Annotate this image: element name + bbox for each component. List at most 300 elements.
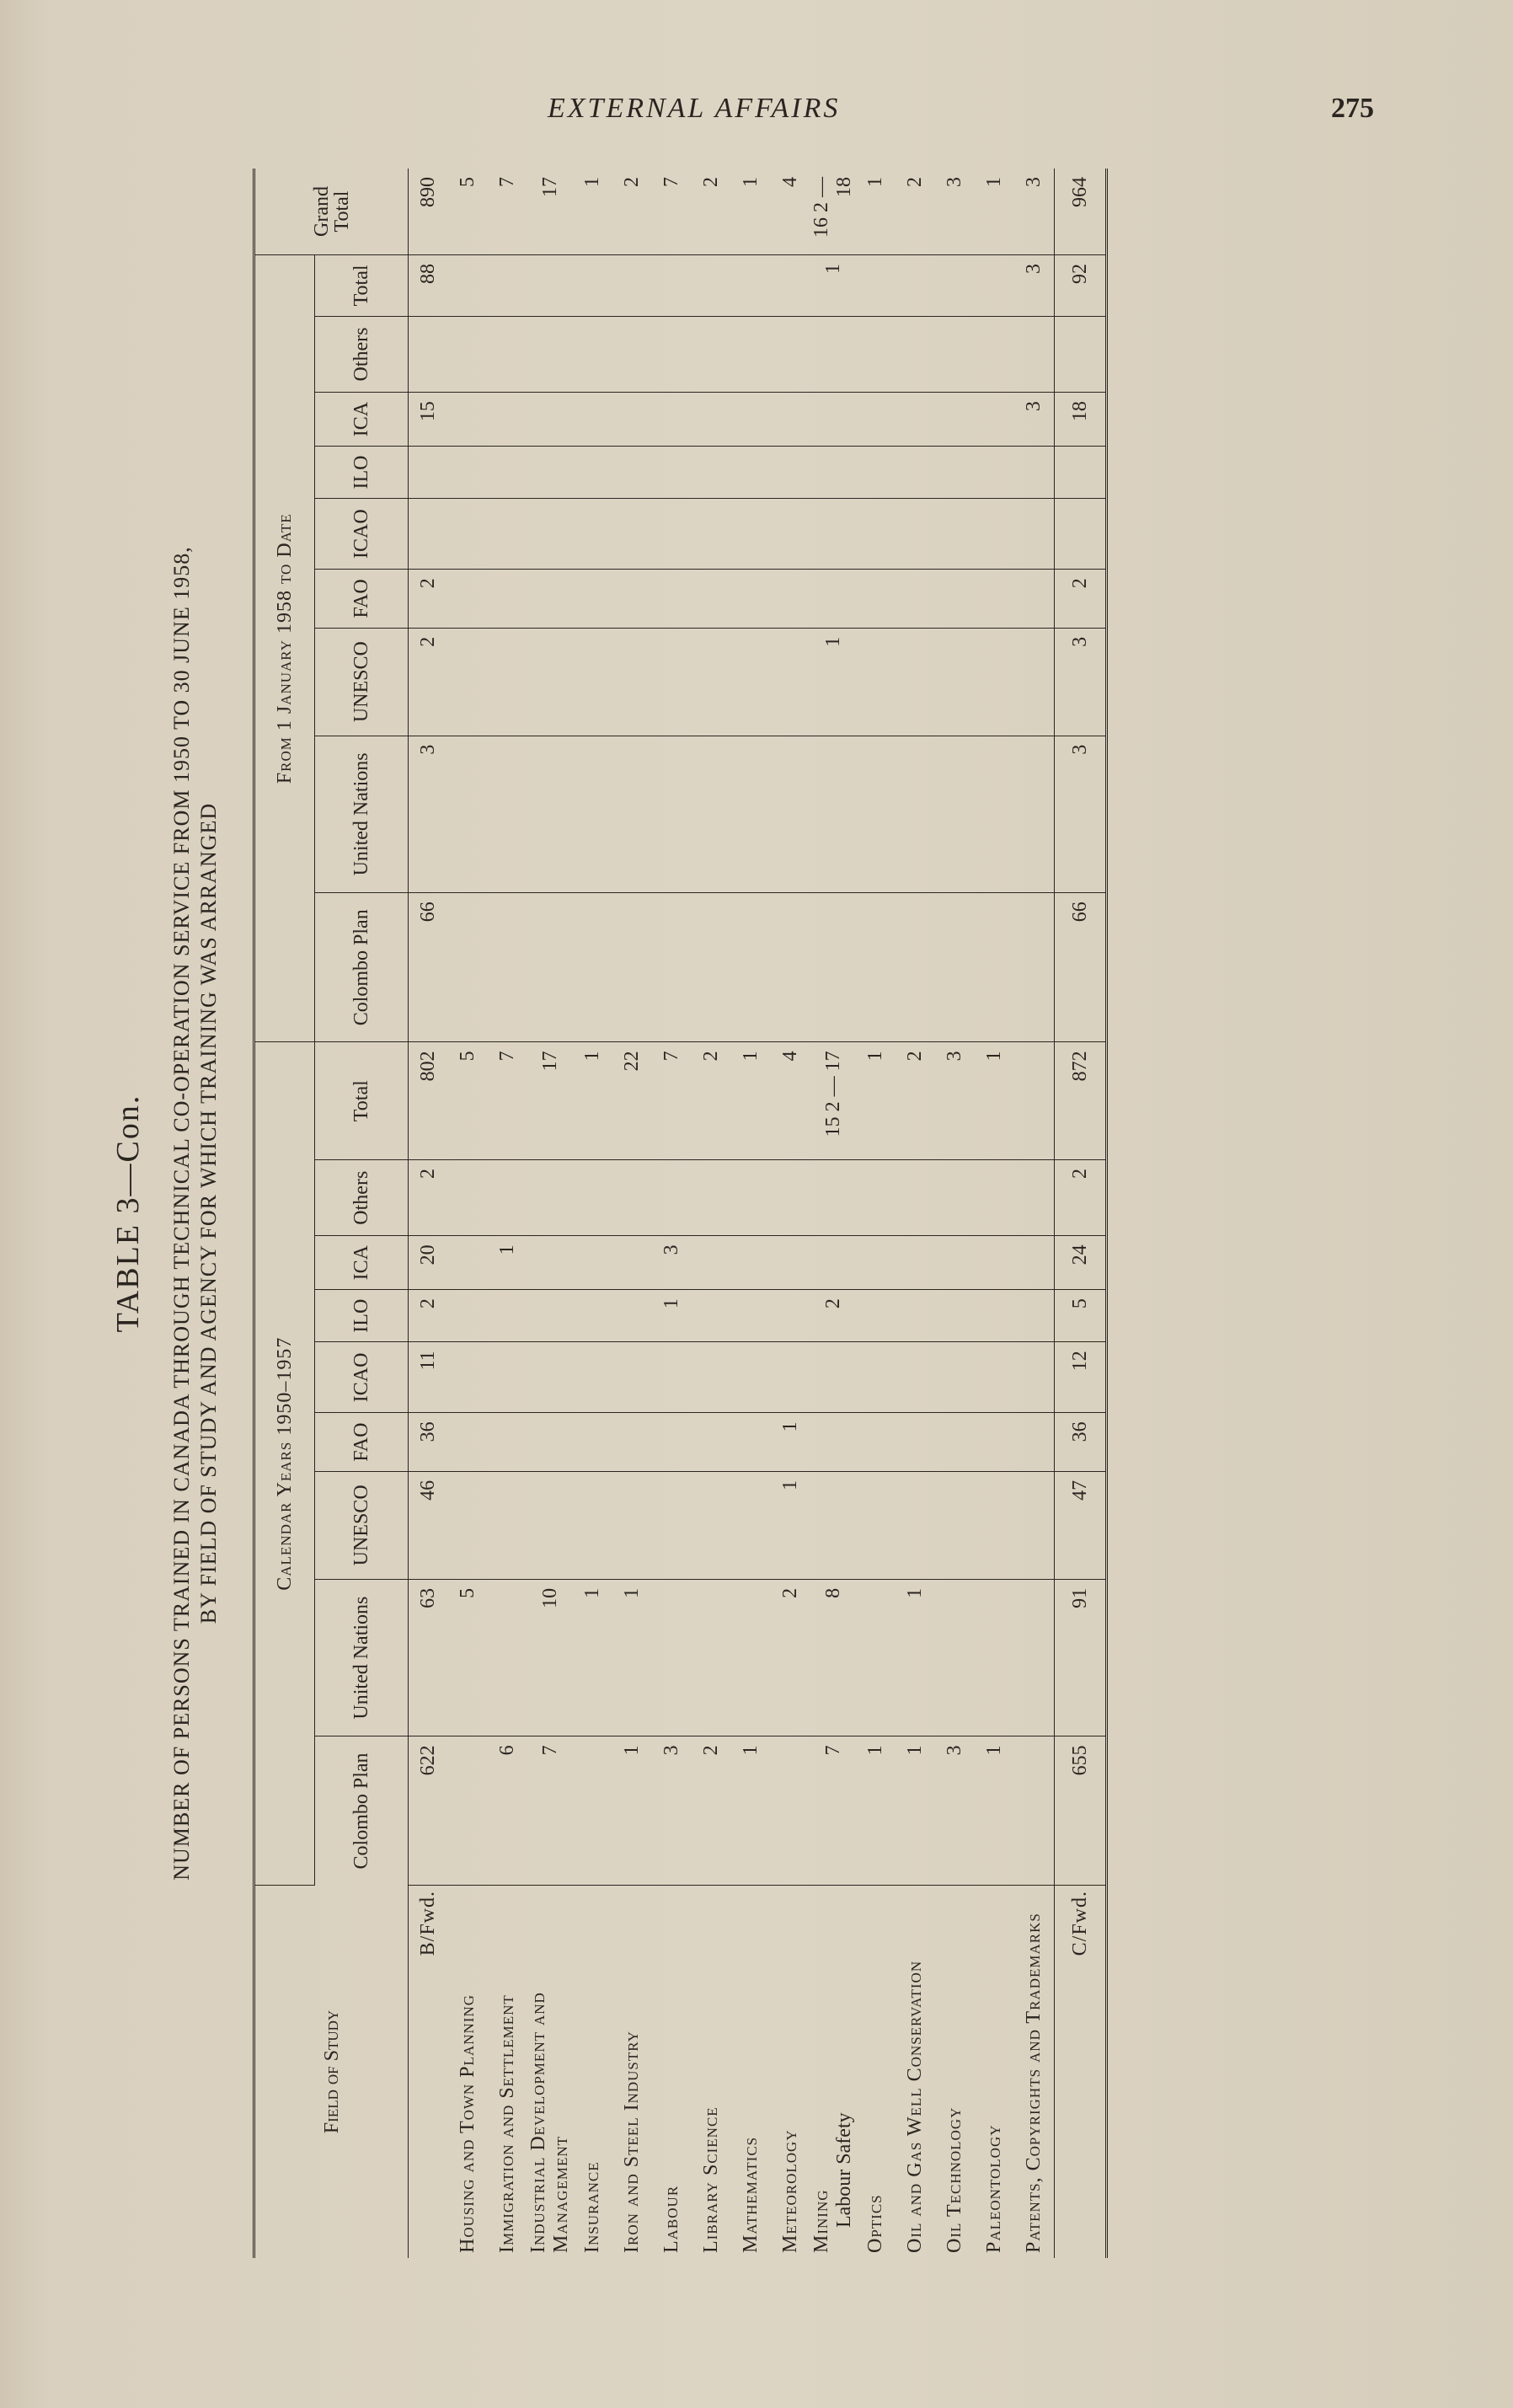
value-cell: [527, 1413, 573, 1472]
field-name: Optics: [864, 2194, 886, 2253]
value-cell: [896, 393, 935, 447]
column-header: Others: [315, 316, 409, 392]
field-cell: [771, 1886, 810, 2259]
value-cell: [488, 570, 527, 629]
grand-total-cell: 7: [652, 169, 692, 255]
value-cell: [409, 446, 449, 498]
value-cell: [856, 1290, 896, 1342]
value-cell: 3: [935, 1042, 975, 1160]
value-cell: [527, 255, 573, 317]
value-cell: [896, 316, 935, 392]
grand-total-cell: 5: [448, 169, 488, 255]
value-cell: [1014, 893, 1055, 1042]
value-cell: 17: [527, 1042, 573, 1160]
table-row: [771, 169, 810, 2258]
value-cell: [488, 893, 527, 1042]
value-cell: [612, 1160, 652, 1236]
field-cell: [448, 1886, 488, 2259]
value-cell: 7: [488, 1042, 527, 1160]
value-cell: [896, 893, 935, 1042]
table-row: [896, 169, 935, 2258]
value-cell: [652, 570, 692, 629]
value-cell: [448, 446, 488, 498]
value-cell: [612, 255, 652, 317]
value-cell: [935, 499, 975, 570]
value-cell: [975, 570, 1014, 629]
field-name: B/Fwd.: [417, 1891, 439, 1956]
grand-total-cell: 1: [975, 169, 1014, 255]
value-cell: [975, 893, 1014, 1042]
value-cell: 2: [1055, 570, 1107, 629]
value-cell: 1: [896, 1736, 935, 1886]
field-name: Paleontology: [983, 2124, 1005, 2253]
value-cell: 655: [1055, 1736, 1107, 1886]
value-cell: [527, 393, 573, 447]
value-cell: [612, 1471, 652, 1579]
value-cell: 1: [488, 1236, 527, 1290]
value-cell: [731, 1342, 771, 1413]
value-cell: [975, 1290, 1014, 1342]
value-cell: [448, 255, 488, 317]
grand-total-cell: 4: [771, 169, 810, 255]
column-header: Total: [315, 255, 409, 317]
value-cell: [731, 893, 771, 1042]
value-cell: 1: [652, 1290, 692, 1342]
table-row: [1014, 169, 1055, 2258]
value-cell: [448, 1290, 488, 1342]
value-cell: [488, 736, 527, 893]
table-row: [612, 169, 652, 2258]
table-row: [975, 169, 1014, 2258]
value-cell: 2: [409, 1290, 449, 1342]
field-cell: [652, 1886, 692, 2259]
value-cell: 5: [448, 1042, 488, 1160]
value-cell: [856, 393, 896, 447]
value-cell: 7: [652, 1042, 692, 1160]
value-cell: 1: [573, 1579, 612, 1736]
value-cell: [771, 446, 810, 498]
value-cell: [731, 1236, 771, 1290]
value-cell: 2: [692, 1042, 731, 1160]
value-cell: [448, 393, 488, 447]
value-cell: [573, 570, 612, 629]
value-cell: [896, 446, 935, 498]
value-cell: [448, 570, 488, 629]
value-cell: 1: [731, 1042, 771, 1160]
running-head: EXTERNAL AFFAIRS: [548, 93, 841, 124]
value-cell: [810, 570, 856, 629]
grand-total-cell: 3: [935, 169, 975, 255]
value-cell: [935, 316, 975, 392]
value-cell: [1014, 446, 1055, 498]
value-cell: [896, 1471, 935, 1579]
value-cell: [573, 1160, 612, 1236]
value-cell: 8: [810, 1579, 856, 1736]
value-cell: [731, 316, 771, 392]
value-cell: [652, 1413, 692, 1472]
value-cell: 1: [856, 1042, 896, 1160]
rotated-table-block: [110, 169, 1356, 2258]
value-cell: [448, 893, 488, 1042]
field-name: Immigration and Settlement: [496, 1994, 518, 2253]
value-cell: [612, 316, 652, 392]
page-number: 275: [1331, 93, 1374, 124]
grand-total-cell: 1: [731, 169, 771, 255]
value-cell: [810, 316, 856, 392]
value-cell: [652, 1160, 692, 1236]
value-cell: [488, 1290, 527, 1342]
value-cell: 3: [409, 736, 449, 893]
grand-total-cell: 1: [573, 169, 612, 255]
value-cell: [810, 1413, 856, 1472]
value-cell: [896, 1160, 935, 1236]
field-name: Iron and Steel Industry: [621, 2031, 643, 2253]
value-cell: 1: [975, 1736, 1014, 1886]
field-name: Housing and Town Planning: [457, 1994, 478, 2253]
value-cell: [1014, 316, 1055, 392]
value-cell: 11: [409, 1342, 449, 1413]
value-cell: [448, 1736, 488, 1886]
column-header: Colombo Plan: [315, 1736, 409, 1886]
value-cell: [652, 316, 692, 392]
column-header: Others: [315, 1160, 409, 1236]
value-cell: [488, 255, 527, 317]
column-header: ICAO: [315, 1342, 409, 1413]
value-cell: [692, 736, 731, 893]
field-cell: [935, 1886, 975, 2259]
field-cell: [731, 1886, 771, 2259]
value-cell: 36: [1055, 1413, 1107, 1472]
value-cell: [612, 736, 652, 893]
value-cell: [771, 1342, 810, 1413]
table-row: [692, 169, 731, 2258]
value-cell: [488, 393, 527, 447]
value-cell: 1: [856, 1736, 896, 1886]
value-cell: [935, 736, 975, 893]
value-cell: [1014, 736, 1055, 893]
field-cell: [573, 1886, 612, 2259]
value-cell: [652, 1342, 692, 1413]
value-cell: [527, 628, 573, 736]
value-cell: 18: [1055, 393, 1107, 447]
value-cell: 1: [731, 1736, 771, 1886]
value-cell: [527, 1342, 573, 1413]
field-name: Mathematics: [740, 2136, 762, 2253]
value-cell: [1014, 628, 1055, 736]
value-cell: [856, 1160, 896, 1236]
value-cell: [1014, 1342, 1055, 1413]
value-cell: [488, 316, 527, 392]
value-cell: [771, 1236, 810, 1290]
value-cell: [692, 255, 731, 317]
value-cell: [692, 628, 731, 736]
value-cell: [448, 499, 488, 570]
value-cell: 1: [810, 628, 856, 736]
header-grand-total: Grand Total: [254, 169, 409, 255]
value-cell: [771, 736, 810, 893]
value-cell: 4: [771, 1042, 810, 1160]
grand-total-cell: 2: [896, 169, 935, 255]
field-name: Oil and Gas Well Conservation: [904, 1960, 926, 2253]
field-name: Mining: [810, 2189, 832, 2253]
field-name: Industrial Development and Management: [527, 1992, 572, 2253]
value-cell: 1: [612, 1736, 652, 1886]
value-cell: 66: [409, 893, 449, 1042]
value-cell: [731, 446, 771, 498]
column-header: Total: [315, 1042, 409, 1160]
value-cell: [448, 628, 488, 736]
value-cell: [448, 1471, 488, 1579]
value-cell: [612, 499, 652, 570]
field-cell: [488, 1886, 527, 2259]
value-cell: [771, 570, 810, 629]
value-cell: [488, 499, 527, 570]
value-cell: [692, 1579, 731, 1736]
field-subname: Labour Safety: [833, 2112, 855, 2228]
value-cell: [612, 628, 652, 736]
table-row: [856, 169, 896, 2258]
value-cell: [652, 628, 692, 736]
value-cell: 7: [527, 1736, 573, 1886]
value-cell: [856, 1342, 896, 1413]
value-cell: [771, 255, 810, 317]
value-cell: [527, 446, 573, 498]
value-cell: 6: [488, 1736, 527, 1886]
value-cell: [488, 1579, 527, 1736]
value-cell: [1014, 1579, 1055, 1736]
value-cell: [856, 628, 896, 736]
value-cell: 2: [771, 1579, 810, 1736]
value-cell: 2: [1055, 1160, 1107, 1236]
value-cell: [612, 570, 652, 629]
table-row: [652, 169, 692, 2258]
value-cell: [975, 628, 1014, 736]
value-cell: [731, 1290, 771, 1342]
value-cell: [652, 1579, 692, 1736]
value-cell: 1: [573, 1042, 612, 1160]
value-cell: [731, 1160, 771, 1236]
value-cell: [652, 393, 692, 447]
value-cell: [935, 1342, 975, 1413]
table-row: [1055, 169, 1107, 2258]
value-cell: [771, 316, 810, 392]
value-cell: 3: [1055, 736, 1107, 893]
column-header: ICA: [315, 1236, 409, 1290]
title-line-1: NUMBER OF PERSONS TRAINED IN CANADA THROUGH TECHNICAL CO-OPERATION SERVICE FROM 1950 TO 30 JUNE 1958,: [169, 546, 194, 1881]
value-cell: [652, 736, 692, 893]
value-cell: 36: [409, 1413, 449, 1472]
field-cell: [1055, 1886, 1107, 2259]
value-cell: [527, 1471, 573, 1579]
field-name: Patents, Copyrights and Trademarks: [1023, 1913, 1045, 2253]
value-cell: [731, 1579, 771, 1736]
value-cell: 24: [1055, 1236, 1107, 1290]
value-cell: [935, 628, 975, 736]
value-cell: [896, 1413, 935, 1472]
value-cell: 5: [1055, 1290, 1107, 1342]
field-cell: [1014, 1886, 1055, 2259]
value-cell: [1014, 1413, 1055, 1472]
value-cell: [1055, 316, 1107, 392]
value-cell: [1055, 446, 1107, 498]
value-cell: [1014, 1160, 1055, 1236]
column-header: FAO: [315, 570, 409, 629]
value-cell: 22: [612, 1042, 652, 1160]
value-cell: [527, 893, 573, 1042]
value-cell: 3: [1014, 255, 1055, 317]
value-cell: 1: [810, 255, 856, 317]
field-cell: [692, 1886, 731, 2259]
value-cell: [731, 1471, 771, 1579]
value-cell: [771, 893, 810, 1042]
value-cell: [448, 1413, 488, 1472]
value-cell: 12: [1055, 1342, 1107, 1413]
column-header: ILO: [315, 1290, 409, 1342]
value-cell: [810, 893, 856, 1042]
field-cell: [896, 1886, 935, 2259]
table-row: [527, 169, 573, 2258]
table-row: [810, 169, 856, 2258]
value-cell: 1: [975, 1042, 1014, 1160]
value-cell: [856, 1579, 896, 1736]
value-cell: [975, 1160, 1014, 1236]
value-cell: [731, 255, 771, 317]
value-cell: [810, 446, 856, 498]
value-cell: [975, 736, 1014, 893]
value-cell: [1014, 1471, 1055, 1579]
value-cell: [975, 1236, 1014, 1290]
value-cell: [652, 499, 692, 570]
column-header: United Nations: [315, 736, 409, 893]
table-row: [448, 169, 488, 2258]
column-header: UNESCO: [315, 628, 409, 736]
table-row: [488, 169, 527, 2258]
value-cell: [573, 628, 612, 736]
value-cell: 2: [409, 570, 449, 629]
value-cell: [1014, 499, 1055, 570]
value-cell: [810, 1471, 856, 1579]
value-cell: [975, 1342, 1014, 1413]
value-cell: [612, 393, 652, 447]
value-cell: [573, 736, 612, 893]
value-cell: [935, 1290, 975, 1342]
grand-total-cell: 7: [488, 169, 527, 255]
value-cell: [527, 1160, 573, 1236]
value-cell: [896, 1236, 935, 1290]
value-cell: [692, 446, 731, 498]
value-cell: [935, 446, 975, 498]
value-cell: [935, 255, 975, 317]
value-cell: [573, 1471, 612, 1579]
value-cell: [573, 1413, 612, 1472]
value-cell: [810, 736, 856, 893]
value-cell: 1: [612, 1579, 652, 1736]
column-header: ICAO: [315, 499, 409, 570]
value-cell: [856, 1471, 896, 1579]
value-cell: [1014, 570, 1055, 629]
table-row: [731, 169, 771, 2258]
value-cell: [448, 1160, 488, 1236]
value-cell: [856, 499, 896, 570]
grand-total-cell: 17: [527, 169, 573, 255]
header-field-of-study: Field of Study: [254, 1886, 409, 2259]
value-cell: [692, 570, 731, 629]
value-cell: 2: [896, 1042, 935, 1160]
value-cell: [527, 1290, 573, 1342]
field-name: Library Science: [700, 2106, 722, 2253]
value-cell: [692, 893, 731, 1042]
value-cell: 872: [1055, 1042, 1107, 1160]
grand-total-cell: 2: [612, 169, 652, 255]
value-cell: [935, 570, 975, 629]
value-cell: [731, 499, 771, 570]
value-cell: [896, 255, 935, 317]
value-cell: [896, 570, 935, 629]
value-cell: [731, 736, 771, 893]
column-header: UNESCO: [315, 1471, 409, 1579]
table-title: [168, 169, 222, 2258]
value-cell: [612, 1236, 652, 1290]
value-cell: [856, 570, 896, 629]
field-name: C/Fwd.: [1068, 1891, 1091, 1956]
value-cell: [527, 316, 573, 392]
value-cell: 46: [409, 1471, 449, 1579]
value-cell: 88: [409, 255, 449, 317]
value-cell: [935, 1471, 975, 1579]
value-cell: [527, 1236, 573, 1290]
grand-total-cell: 16 2 — 18: [810, 169, 856, 255]
value-cell: [692, 499, 731, 570]
value-cell: [573, 499, 612, 570]
value-cell: [692, 1413, 731, 1472]
field-cell: [810, 1886, 856, 2259]
value-cell: [652, 893, 692, 1042]
value-cell: [692, 316, 731, 392]
value-cell: [573, 1736, 612, 1886]
value-cell: [573, 1290, 612, 1342]
value-cell: [612, 1413, 652, 1472]
value-cell: [975, 1579, 1014, 1736]
header-from-1958: From 1 January 1958 to Date: [254, 255, 315, 1042]
training-table: [253, 169, 1108, 2258]
value-cell: [573, 393, 612, 447]
field-cell: [612, 1886, 652, 2259]
grand-total-cell: 3: [1014, 169, 1055, 255]
value-cell: [692, 1471, 731, 1579]
value-cell: [935, 1160, 975, 1236]
value-cell: [573, 893, 612, 1042]
value-cell: [448, 736, 488, 893]
value-cell: [692, 1160, 731, 1236]
table-row: [935, 169, 975, 2258]
value-cell: [448, 316, 488, 392]
value-cell: [692, 1236, 731, 1290]
value-cell: [731, 628, 771, 736]
value-cell: 63: [409, 1579, 449, 1736]
value-cell: [573, 316, 612, 392]
grand-total-cell: 2: [692, 169, 731, 255]
value-cell: [896, 628, 935, 736]
column-header: Colombo Plan: [315, 893, 409, 1042]
value-cell: 622: [409, 1736, 449, 1886]
value-cell: [856, 1236, 896, 1290]
value-cell: [771, 1160, 810, 1236]
value-cell: [975, 1471, 1014, 1579]
value-cell: [488, 1413, 527, 1472]
value-cell: [573, 446, 612, 498]
table-row: [573, 169, 612, 2258]
field-cell: [409, 1886, 449, 2259]
